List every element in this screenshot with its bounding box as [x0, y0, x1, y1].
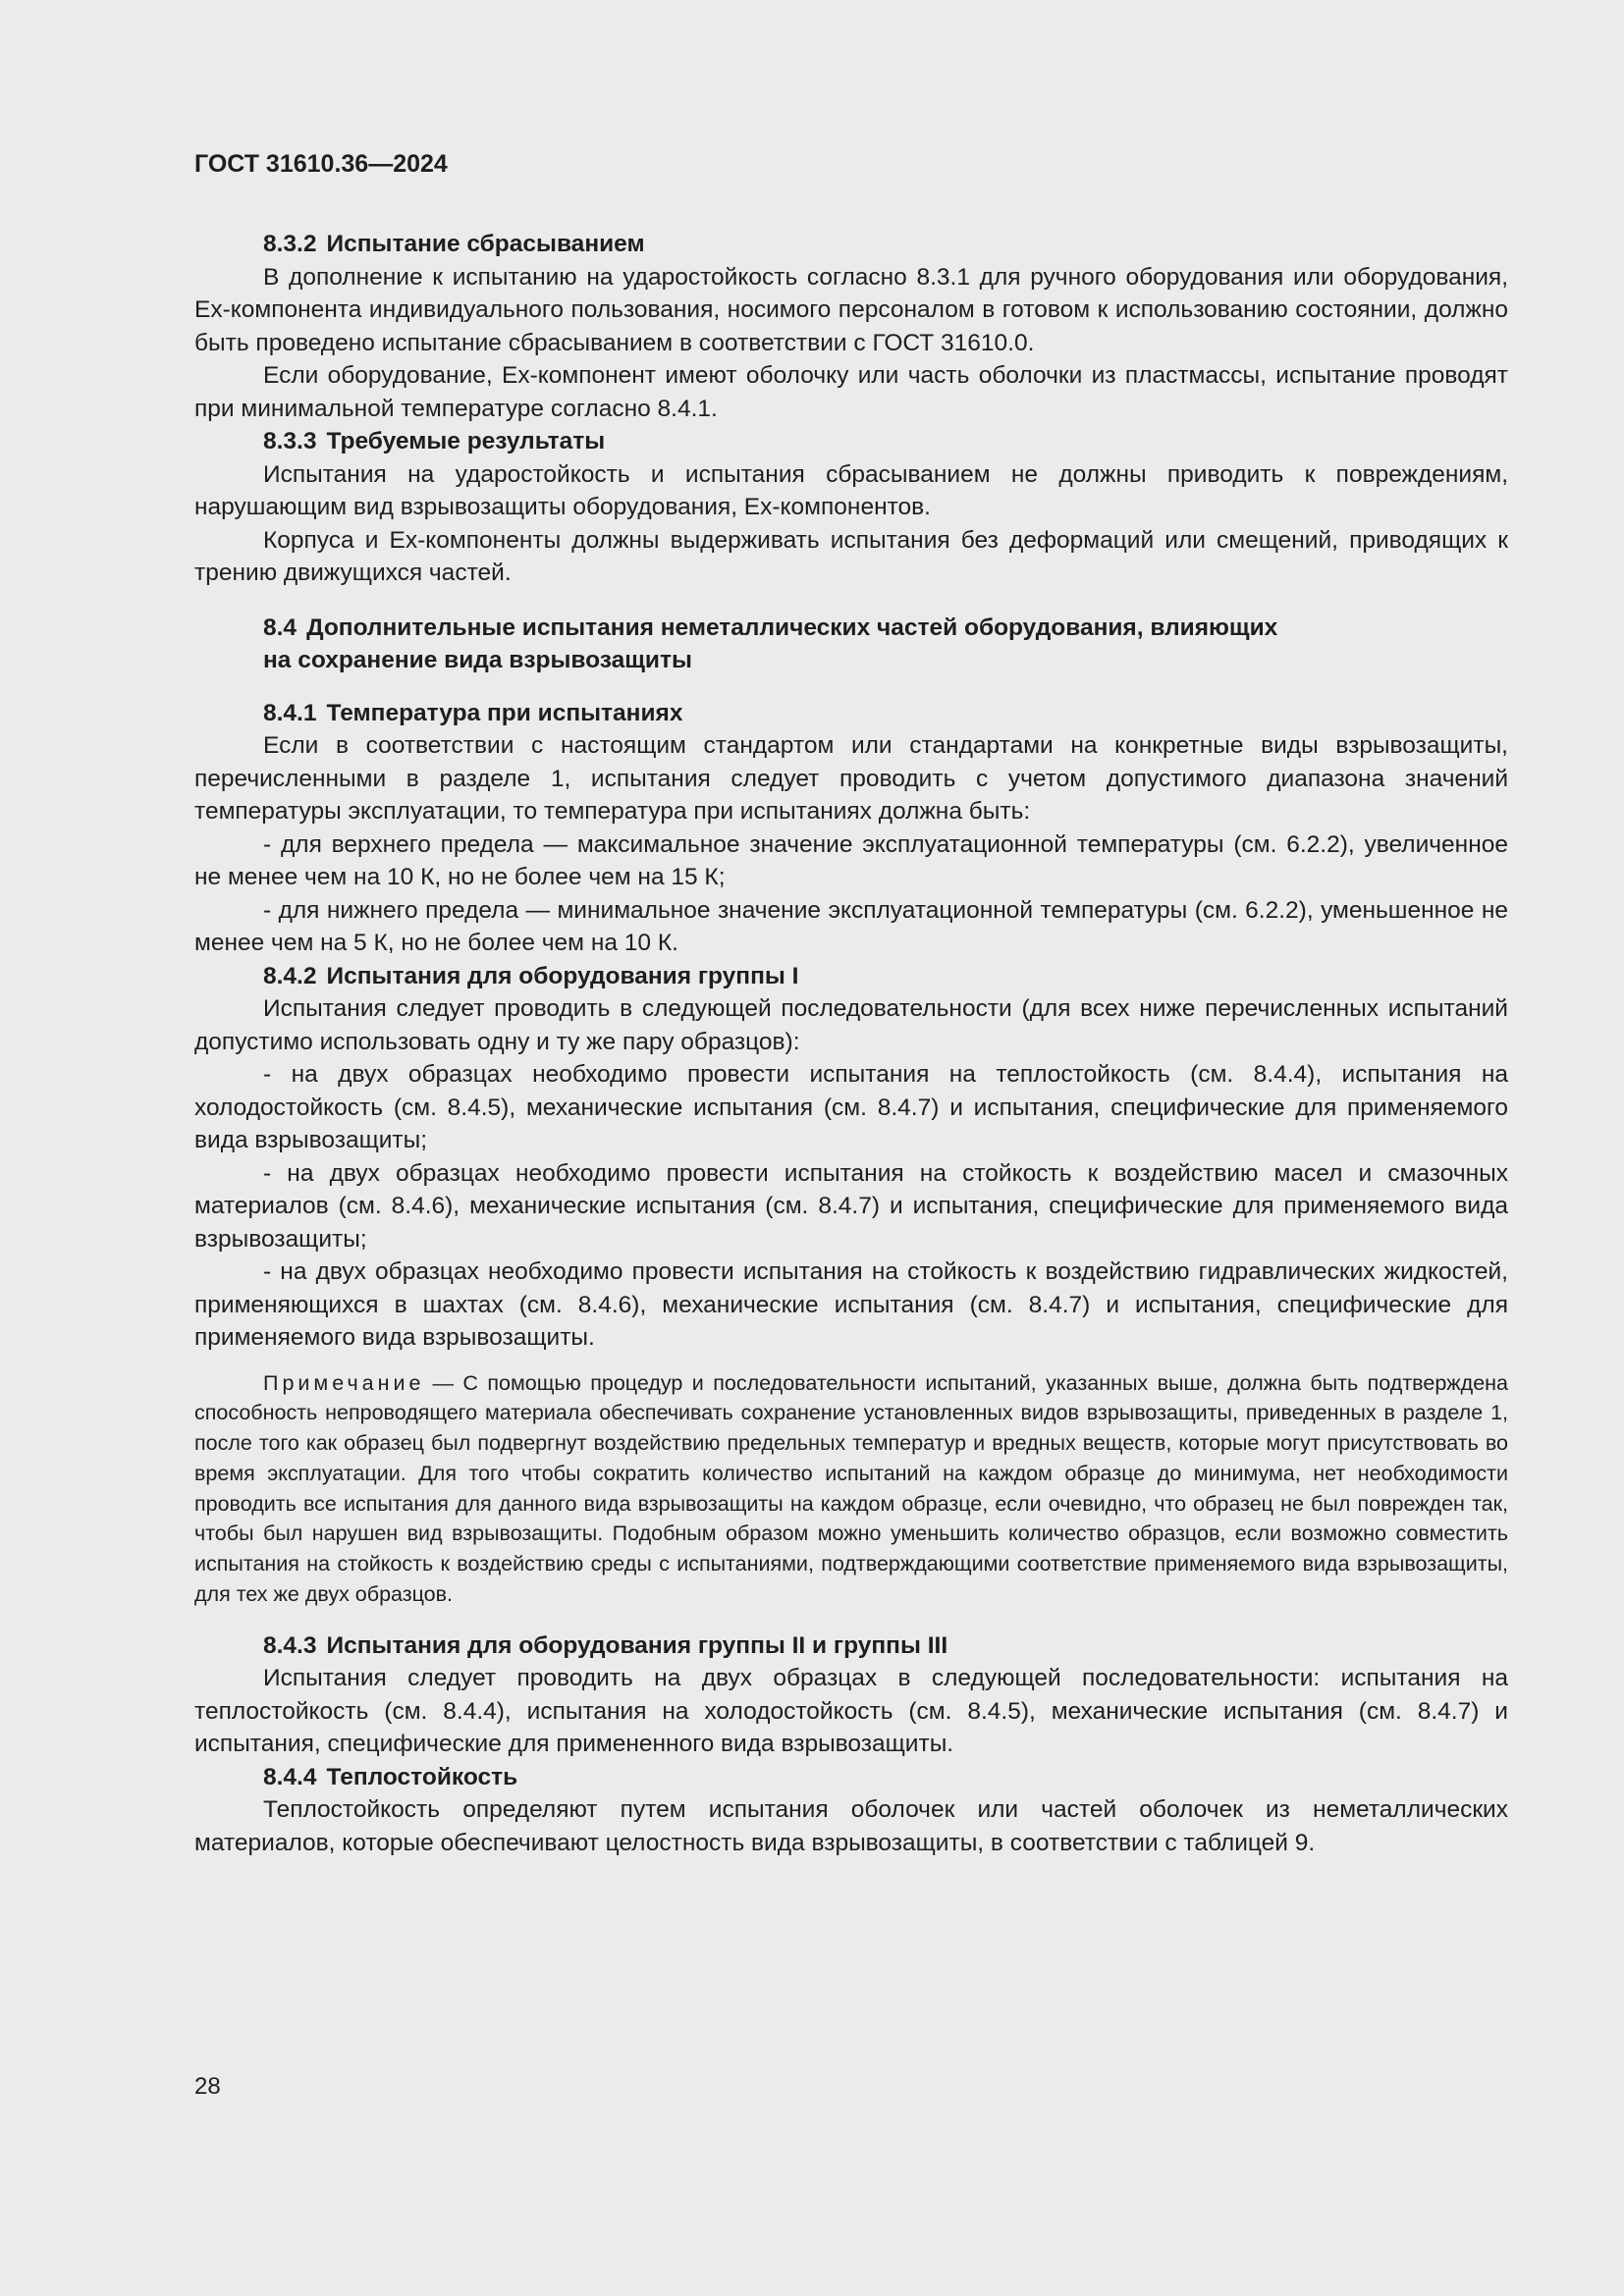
note-text: — С помощью процедур и последовательности испытаний, указанных выше, должна быть подтверждена способность непроводящего материала обеспечивать сохранение установленных видов взрывозащиты, приведенных в разделе 1, после того как образец был подвергнут воздействию предельных температур и вредных веществ, которые могут присутствовать во время эксплуатации. Для того чтобы сократить количество испытаний на каждом образце до минимума, нет необходимости проводить все испытания для данного вида взрывозащиты на каждом образце, если очевидно, что образец не был поврежден так, чтобы был нарушен вид взрывозащиты. Подобным образом можно уменьшить количество образцов, если возможно совместить испытания на стойкость к воздействию среды с испытаниями, подтверждающими соответствие применяемого вида взрывозащиты, для тех же двух образцов. — [194, 1370, 1508, 1607]
section-title-line-1: Дополнительные испытания неметаллических частей оборудования, влияющих — [306, 614, 1278, 641]
clause-number: 8.4.3 — [263, 1631, 317, 1659]
clause-heading-8-3-2 — [194, 228, 1508, 261]
paragraph: В дополнение к испытанию на ударостойкость согласно 8.3.1 для ручного оборудования или оборудования, Ex-компонента индивидуального пользования, носимого персоналом в готовом к использованию состоянии, должно быть проведено испытание сбрасыванием в соответствии с ГОСТ 31610.0. — [194, 263, 1508, 356]
list-item: - на двух образцах необходимо провести испытания на стойкость к воздействию масел и смазочных материалов (см. 8.4.6), механические испытания (см. 8.4.7) и испытания, специфические для применяемого вида взрывозащиты; — [194, 1159, 1508, 1253]
clause-title: Требуемые результаты — [326, 428, 606, 454]
clause-title: Испытания для оборудования группы II и группы III — [326, 1631, 948, 1659]
clause-title: Испытание сбрасыванием — [326, 231, 645, 257]
clause-heading-8-3-3 — [194, 425, 1508, 458]
section-number: 8.4 — [263, 614, 298, 641]
paragraph: Испытания следует проводить на двух образцах в следующей последовательности: испытания на теплостойкость (см. 8.4.4), испытания на холодостойкость (см. 8.4.5), механические испытания (см. 8.4.7) и испытания, специфические для примененного вида взрывозащиты. — [194, 1665, 1508, 1758]
section-title-line-2: на сохранение вида взрывозащиты — [263, 647, 692, 673]
list-item: - на двух образцах необходимо провести испытания на теплостойкость (см. 8.4.4), испытания на холодостойкость (см. 8.4.5), механические испытания (см. 8.4.7) и испытания, специфические для применяемого вида взрывозащиты; — [194, 1061, 1508, 1153]
document-header: ГОСТ 31610.36—2024 — [194, 150, 448, 178]
clause-number: 8.4.4 — [263, 1763, 317, 1790]
clause-number: 8.4.2 — [263, 962, 317, 989]
list-item: - для нижнего предела — минимальное значение эксплуатационной температуры (см. 6.2.2), уменьшенное не менее чем на 5 К, но не более чем на 10 К. — [194, 896, 1508, 956]
clause-heading-8-4-2 — [194, 960, 1508, 993]
clause-title: Испытания для оборудования группы I — [326, 962, 799, 989]
paragraph: Если в соответствии с настоящим стандартом или стандартами на конкретные виды взрывозащиты, перечисленными в разделе 1, испытания следует проводить с учетом допустимого диапазона значений температуры эксплуатации, то температура при испытаниях должна быть: — [194, 732, 1508, 825]
paragraph: Корпуса и Ex-компоненты должны выдерживать испытания без деформаций или смещений, приводящих к трению движущихся частей. — [194, 526, 1508, 586]
paragraph: Теплостойкость определяют путем испытания оболочек или частей оболочек из неметаллических материалов, которые обеспечивают целостность вида взрывозащиты, в соответствии с таблицей 9. — [194, 1796, 1508, 1856]
paragraph: Если оборудование, Ex-компонент имеют оболочку или часть оболочки из пластмассы, испытание проводят при минимальной температуре согласно 8.4.1. — [194, 362, 1508, 422]
clause-number: 8.3.2 — [263, 231, 317, 257]
note-label: Примечание — [263, 1370, 425, 1395]
document-page — [194, 147, 1508, 1859]
paragraph: Испытания следует проводить в следующей последовательности (для всех ниже перечисленных испытаний допустимо использовать одну и ту же пару образцов): — [194, 995, 1508, 1055]
clause-heading-8-4-3 — [194, 1629, 1508, 1663]
paragraph: Испытания на ударостойкость и испытания сбрасыванием не должны приводить к повреждениям, нарушающим вид взрывозащиты оборудования, Ex-компонентов. — [194, 460, 1508, 520]
note — [194, 1368, 1508, 1610]
list-item: - для верхнего предела — максимальное значение эксплуатационной температуры (см. 6.2.2), увеличенное не менее чем на 10 К, но не более чем на 15 К; — [194, 830, 1508, 890]
section-heading-8-4 — [194, 612, 1508, 677]
clause-number: 8.3.3 — [263, 428, 317, 454]
clause-number: 8.4.1 — [263, 699, 317, 726]
page-number: 28 — [194, 2073, 221, 2100]
clause-title: Теплостойкость — [326, 1763, 518, 1790]
clause-heading-8-4-1 — [194, 697, 1508, 730]
list-item: - на двух образцах необходимо провести испытания на стойкость к воздействию гидравлических жидкостей, применяющихся в шахтах (см. 8.4.6), механические испытания (см. 8.4.7) и испытания, специфические для применяемого вида взрывозащиты. — [194, 1258, 1508, 1351]
clause-title: Температура при испытаниях — [326, 699, 683, 726]
clause-heading-8-4-4 — [194, 1761, 1508, 1794]
